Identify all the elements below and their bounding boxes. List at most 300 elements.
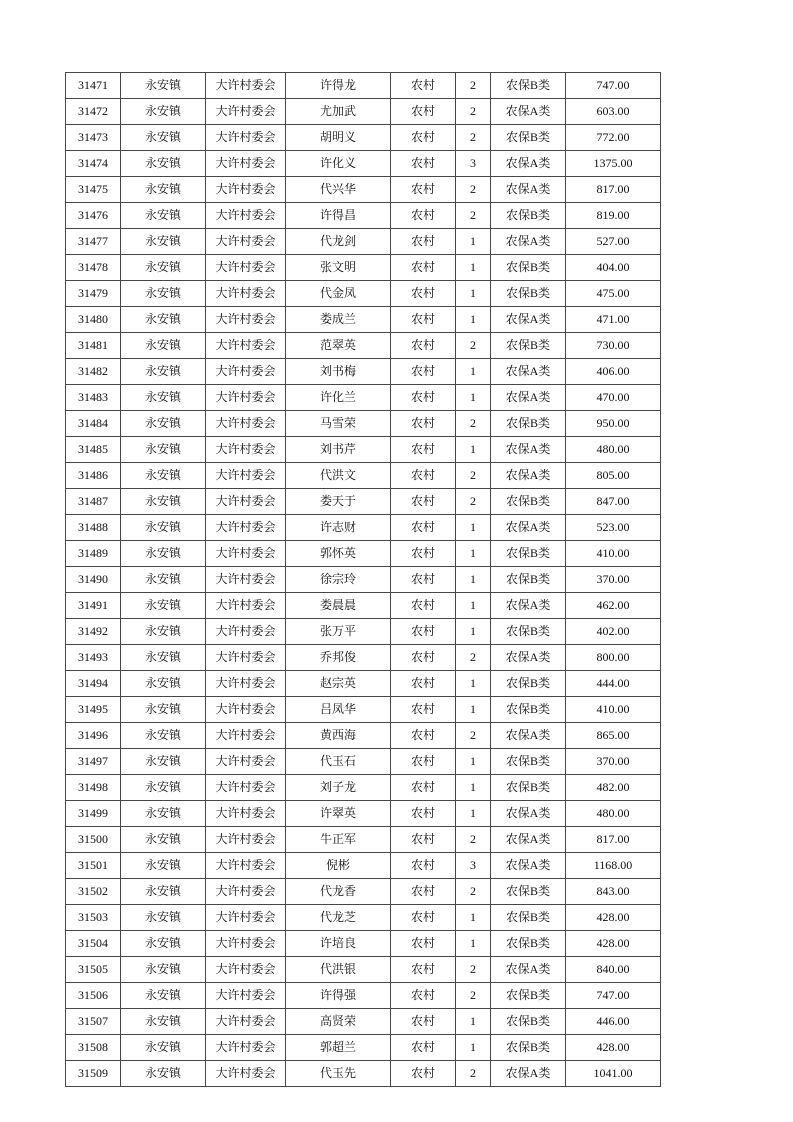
cell-town: 永安镇: [121, 697, 206, 723]
cell-person-name: 代龙香: [286, 879, 391, 905]
cell-record-id: 31495: [66, 697, 121, 723]
cell-record-id: 31498: [66, 775, 121, 801]
cell-person-count: 3: [456, 853, 491, 879]
cell-person-count: 2: [456, 125, 491, 151]
cell-record-id: 31484: [66, 411, 121, 437]
cell-town: 永安镇: [121, 827, 206, 853]
table-row: [66, 801, 661, 827]
cell-amount: 817.00: [566, 177, 661, 203]
cell-record-id: 31471: [66, 73, 121, 99]
cell-village-committee: 大许村委会: [206, 177, 286, 203]
cell-residence-type: 农村: [391, 359, 456, 385]
cell-insurance-class: 农保A类: [491, 463, 566, 489]
cell-village-committee: 大许村委会: [206, 489, 286, 515]
cell-record-id: 31474: [66, 151, 121, 177]
cell-residence-type: 农村: [391, 281, 456, 307]
cell-village-committee: 大许村委会: [206, 957, 286, 983]
cell-record-id: 31502: [66, 879, 121, 905]
cell-insurance-class: 农保A类: [491, 723, 566, 749]
cell-person-name: 赵宗英: [286, 671, 391, 697]
cell-person-count: 3: [456, 151, 491, 177]
cell-residence-type: 农村: [391, 697, 456, 723]
table-row: [66, 489, 661, 515]
table-row: [66, 437, 661, 463]
cell-insurance-class: 农保B类: [491, 931, 566, 957]
cell-amount: 444.00: [566, 671, 661, 697]
cell-residence-type: 农村: [391, 177, 456, 203]
cell-person-name: 许翠英: [286, 801, 391, 827]
cell-person-name: 胡明义: [286, 125, 391, 151]
cell-amount: 406.00: [566, 359, 661, 385]
cell-town: 永安镇: [121, 281, 206, 307]
cell-village-committee: 大许村委会: [206, 151, 286, 177]
table-row: [66, 931, 661, 957]
cell-person-name: 许得昌: [286, 203, 391, 229]
cell-person-name: 娄成兰: [286, 307, 391, 333]
cell-village-committee: 大许村委会: [206, 671, 286, 697]
cell-amount: 843.00: [566, 879, 661, 905]
cell-residence-type: 农村: [391, 541, 456, 567]
cell-town: 永安镇: [121, 541, 206, 567]
cell-town: 永安镇: [121, 411, 206, 437]
cell-village-committee: 大许村委会: [206, 1009, 286, 1035]
cell-person-count: 1: [456, 567, 491, 593]
cell-amount: 470.00: [566, 385, 661, 411]
cell-record-id: 31503: [66, 905, 121, 931]
cell-residence-type: 农村: [391, 931, 456, 957]
cell-person-name: 乔邦俊: [286, 645, 391, 671]
cell-person-name: 代玉石: [286, 749, 391, 775]
table-row: [66, 411, 661, 437]
cell-village-committee: 大许村委会: [206, 359, 286, 385]
cell-insurance-class: 农保B类: [491, 411, 566, 437]
cell-insurance-class: 农保B类: [491, 1035, 566, 1061]
cell-person-count: 1: [456, 905, 491, 931]
cell-person-name: 尤加武: [286, 99, 391, 125]
cell-person-name: 刘子龙: [286, 775, 391, 801]
cell-town: 永安镇: [121, 1009, 206, 1035]
cell-record-id: 31499: [66, 801, 121, 827]
cell-amount: 475.00: [566, 281, 661, 307]
cell-town: 永安镇: [121, 463, 206, 489]
cell-residence-type: 农村: [391, 99, 456, 125]
table-row: [66, 827, 661, 853]
cell-town: 永安镇: [121, 307, 206, 333]
cell-residence-type: 农村: [391, 801, 456, 827]
cell-person-count: 1: [456, 1035, 491, 1061]
cell-amount: 840.00: [566, 957, 661, 983]
cell-village-committee: 大许村委会: [206, 593, 286, 619]
cell-insurance-class: 农保B类: [491, 697, 566, 723]
cell-residence-type: 农村: [391, 957, 456, 983]
table-row: [66, 619, 661, 645]
cell-amount: 370.00: [566, 567, 661, 593]
table-row: [66, 541, 661, 567]
cell-record-id: 31504: [66, 931, 121, 957]
cell-person-name: 娄天于: [286, 489, 391, 515]
cell-amount: 523.00: [566, 515, 661, 541]
cell-amount: 402.00: [566, 619, 661, 645]
table-row: [66, 333, 661, 359]
cell-person-name: 倪彬: [286, 853, 391, 879]
cell-village-committee: 大许村委会: [206, 567, 286, 593]
cell-record-id: 31472: [66, 99, 121, 125]
cell-residence-type: 农村: [391, 1035, 456, 1061]
cell-person-count: 2: [456, 99, 491, 125]
table-row: [66, 385, 661, 411]
cell-insurance-class: 农保A类: [491, 437, 566, 463]
cell-insurance-class: 农保A类: [491, 151, 566, 177]
table-row: [66, 749, 661, 775]
cell-village-committee: 大许村委会: [206, 827, 286, 853]
cell-person-count: 1: [456, 593, 491, 619]
cell-residence-type: 农村: [391, 593, 456, 619]
cell-town: 永安镇: [121, 489, 206, 515]
cell-person-name: 代洪文: [286, 463, 391, 489]
cell-person-count: 1: [456, 801, 491, 827]
cell-person-name: 高贤荣: [286, 1009, 391, 1035]
cell-insurance-class: 农保A类: [491, 229, 566, 255]
cell-village-committee: 大许村委会: [206, 73, 286, 99]
table-row: [66, 1035, 661, 1061]
table-row: [66, 203, 661, 229]
cell-amount: 428.00: [566, 931, 661, 957]
cell-person-count: 2: [456, 983, 491, 1009]
cell-town: 永安镇: [121, 905, 206, 931]
cell-village-committee: 大许村委会: [206, 801, 286, 827]
cell-amount: 410.00: [566, 697, 661, 723]
cell-residence-type: 农村: [391, 567, 456, 593]
cell-record-id: 31509: [66, 1061, 121, 1087]
table-row: [66, 853, 661, 879]
cell-village-committee: 大许村委会: [206, 645, 286, 671]
cell-person-name: 徐宗玲: [286, 567, 391, 593]
cell-village-committee: 大许村委会: [206, 541, 286, 567]
cell-person-name: 马雪荣: [286, 411, 391, 437]
table-row: [66, 671, 661, 697]
cell-insurance-class: 农保A类: [491, 1061, 566, 1087]
cell-town: 永安镇: [121, 151, 206, 177]
table-row: [66, 151, 661, 177]
table-row: [66, 957, 661, 983]
cell-person-count: 2: [456, 411, 491, 437]
cell-record-id: 31476: [66, 203, 121, 229]
cell-residence-type: 农村: [391, 385, 456, 411]
cell-town: 永安镇: [121, 333, 206, 359]
cell-person-count: 1: [456, 359, 491, 385]
cell-person-name: 郭怀英: [286, 541, 391, 567]
table-row: [66, 593, 661, 619]
cell-residence-type: 农村: [391, 983, 456, 1009]
cell-residence-type: 农村: [391, 73, 456, 99]
cell-amount: 805.00: [566, 463, 661, 489]
table-row: [66, 229, 661, 255]
cell-residence-type: 农村: [391, 229, 456, 255]
cell-amount: 950.00: [566, 411, 661, 437]
table-row: [66, 307, 661, 333]
cell-record-id: 31479: [66, 281, 121, 307]
table-row: [66, 281, 661, 307]
cell-person-count: 1: [456, 775, 491, 801]
cell-insurance-class: 农保B类: [491, 125, 566, 151]
table-row: [66, 723, 661, 749]
cell-village-committee: 大许村委会: [206, 99, 286, 125]
cell-insurance-class: 农保B类: [491, 541, 566, 567]
cell-person-count: 1: [456, 697, 491, 723]
cell-insurance-class: 农保A类: [491, 957, 566, 983]
cell-residence-type: 农村: [391, 671, 456, 697]
cell-town: 永安镇: [121, 515, 206, 541]
cell-person-count: 1: [456, 307, 491, 333]
cell-village-committee: 大许村委会: [206, 931, 286, 957]
table-row: [66, 177, 661, 203]
cell-person-count: 2: [456, 463, 491, 489]
cell-record-id: 31481: [66, 333, 121, 359]
cell-residence-type: 农村: [391, 905, 456, 931]
cell-residence-type: 农村: [391, 1061, 456, 1087]
cell-person-count: 2: [456, 957, 491, 983]
table-body: [66, 73, 661, 1087]
table-row: [66, 645, 661, 671]
cell-amount: 747.00: [566, 73, 661, 99]
cell-residence-type: 农村: [391, 489, 456, 515]
cell-amount: 527.00: [566, 229, 661, 255]
cell-insurance-class: 农保B类: [491, 983, 566, 1009]
table-row: [66, 73, 661, 99]
cell-insurance-class: 农保B类: [491, 775, 566, 801]
cell-insurance-class: 农保A类: [491, 645, 566, 671]
cell-record-id: 31497: [66, 749, 121, 775]
cell-person-count: 1: [456, 671, 491, 697]
table-row: [66, 359, 661, 385]
table-row: [66, 515, 661, 541]
cell-residence-type: 农村: [391, 515, 456, 541]
cell-amount: 404.00: [566, 255, 661, 281]
cell-village-committee: 大许村委会: [206, 125, 286, 151]
cell-insurance-class: 农保A类: [491, 827, 566, 853]
cell-village-committee: 大许村委会: [206, 723, 286, 749]
cell-person-name: 许化兰: [286, 385, 391, 411]
cell-record-id: 31496: [66, 723, 121, 749]
cell-village-committee: 大许村委会: [206, 203, 286, 229]
cell-person-name: 代龙芝: [286, 905, 391, 931]
cell-insurance-class: 农保B类: [491, 333, 566, 359]
cell-town: 永安镇: [121, 203, 206, 229]
cell-insurance-class: 农保B类: [491, 73, 566, 99]
cell-insurance-class: 农保A类: [491, 801, 566, 827]
cell-town: 永安镇: [121, 879, 206, 905]
cell-residence-type: 农村: [391, 151, 456, 177]
cell-residence-type: 农村: [391, 463, 456, 489]
cell-person-count: 1: [456, 619, 491, 645]
cell-town: 永安镇: [121, 723, 206, 749]
cell-person-count: 1: [456, 541, 491, 567]
cell-village-committee: 大许村委会: [206, 411, 286, 437]
cell-person-count: 2: [456, 723, 491, 749]
cell-record-id: 31493: [66, 645, 121, 671]
cell-town: 永安镇: [121, 567, 206, 593]
cell-village-committee: 大许村委会: [206, 879, 286, 905]
cell-amount: 428.00: [566, 1035, 661, 1061]
cell-insurance-class: 农保B类: [491, 671, 566, 697]
table-row: [66, 879, 661, 905]
cell-insurance-class: 农保B类: [491, 749, 566, 775]
cell-person-name: 许化义: [286, 151, 391, 177]
cell-amount: 410.00: [566, 541, 661, 567]
cell-person-name: 范翠英: [286, 333, 391, 359]
table-row: [66, 1061, 661, 1087]
table-row: [66, 905, 661, 931]
cell-amount: 480.00: [566, 437, 661, 463]
cell-village-committee: 大许村委会: [206, 437, 286, 463]
cell-person-count: 2: [456, 177, 491, 203]
cell-town: 永安镇: [121, 593, 206, 619]
cell-record-id: 31480: [66, 307, 121, 333]
cell-village-committee: 大许村委会: [206, 515, 286, 541]
cell-person-count: 2: [456, 203, 491, 229]
cell-person-name: 郭超兰: [286, 1035, 391, 1061]
cell-person-count: 1: [456, 931, 491, 957]
cell-amount: 428.00: [566, 905, 661, 931]
cell-insurance-class: 农保A类: [491, 853, 566, 879]
cell-amount: 471.00: [566, 307, 661, 333]
table-row: [66, 255, 661, 281]
cell-insurance-class: 农保A类: [491, 359, 566, 385]
cell-amount: 482.00: [566, 775, 661, 801]
cell-town: 永安镇: [121, 645, 206, 671]
table-row: [66, 99, 661, 125]
table-row: [66, 463, 661, 489]
cell-insurance-class: 农保A类: [491, 385, 566, 411]
cell-record-id: 31490: [66, 567, 121, 593]
cell-person-name: 张万平: [286, 619, 391, 645]
table-row: [66, 125, 661, 151]
cell-person-name: 吕凤华: [286, 697, 391, 723]
cell-amount: 747.00: [566, 983, 661, 1009]
cell-village-committee: 大许村委会: [206, 333, 286, 359]
cell-person-count: 1: [456, 229, 491, 255]
cell-village-committee: 大许村委会: [206, 775, 286, 801]
cell-residence-type: 农村: [391, 775, 456, 801]
cell-village-committee: 大许村委会: [206, 905, 286, 931]
cell-record-id: 31492: [66, 619, 121, 645]
cell-town: 永安镇: [121, 801, 206, 827]
cell-record-id: 31501: [66, 853, 121, 879]
cell-insurance-class: 农保B类: [491, 619, 566, 645]
cell-residence-type: 农村: [391, 307, 456, 333]
cell-residence-type: 农村: [391, 879, 456, 905]
cell-town: 永安镇: [121, 957, 206, 983]
cell-residence-type: 农村: [391, 853, 456, 879]
cell-amount: 847.00: [566, 489, 661, 515]
cell-person-name: 许得龙: [286, 73, 391, 99]
cell-insurance-class: 农保B类: [491, 489, 566, 515]
cell-record-id: 31478: [66, 255, 121, 281]
cell-person-count: 1: [456, 1009, 491, 1035]
cell-town: 永安镇: [121, 1035, 206, 1061]
cell-amount: 462.00: [566, 593, 661, 619]
table-row: [66, 567, 661, 593]
cell-insurance-class: 农保B类: [491, 879, 566, 905]
cell-insurance-class: 农保B类: [491, 1009, 566, 1035]
cell-record-id: 31507: [66, 1009, 121, 1035]
cell-person-name: 许志财: [286, 515, 391, 541]
cell-person-count: 2: [456, 73, 491, 99]
cell-residence-type: 农村: [391, 645, 456, 671]
table-row: [66, 983, 661, 1009]
cell-town: 永安镇: [121, 229, 206, 255]
cell-residence-type: 农村: [391, 749, 456, 775]
cell-village-committee: 大许村委会: [206, 619, 286, 645]
cell-record-id: 31482: [66, 359, 121, 385]
cell-person-name: 代龙剑: [286, 229, 391, 255]
cell-person-name: 张文明: [286, 255, 391, 281]
cell-amount: 446.00: [566, 1009, 661, 1035]
cell-record-id: 31485: [66, 437, 121, 463]
cell-record-id: 31475: [66, 177, 121, 203]
cell-residence-type: 农村: [391, 619, 456, 645]
cell-village-committee: 大许村委会: [206, 749, 286, 775]
cell-amount: 1375.00: [566, 151, 661, 177]
cell-amount: 1168.00: [566, 853, 661, 879]
cell-person-name: 代玉先: [286, 1061, 391, 1087]
cell-record-id: 31488: [66, 515, 121, 541]
benefits-table: [65, 72, 661, 1087]
cell-record-id: 31491: [66, 593, 121, 619]
cell-person-name: 刘书芹: [286, 437, 391, 463]
cell-town: 永安镇: [121, 775, 206, 801]
cell-person-count: 2: [456, 333, 491, 359]
cell-town: 永安镇: [121, 619, 206, 645]
cell-person-name: 代洪银: [286, 957, 391, 983]
cell-person-name: 代金凤: [286, 281, 391, 307]
cell-amount: 730.00: [566, 333, 661, 359]
cell-insurance-class: 农保B类: [491, 905, 566, 931]
cell-person-count: 2: [456, 879, 491, 905]
cell-insurance-class: 农保B类: [491, 567, 566, 593]
cell-village-committee: 大许村委会: [206, 1061, 286, 1087]
table-row: [66, 775, 661, 801]
cell-person-count: 1: [456, 515, 491, 541]
cell-insurance-class: 农保A类: [491, 593, 566, 619]
cell-village-committee: 大许村委会: [206, 463, 286, 489]
cell-person-name: 许得强: [286, 983, 391, 1009]
cell-residence-type: 农村: [391, 203, 456, 229]
cell-town: 永安镇: [121, 125, 206, 151]
cell-town: 永安镇: [121, 73, 206, 99]
cell-person-name: 刘书梅: [286, 359, 391, 385]
table-row: [66, 697, 661, 723]
cell-insurance-class: 农保A类: [491, 307, 566, 333]
cell-village-committee: 大许村委会: [206, 229, 286, 255]
cell-amount: 817.00: [566, 827, 661, 853]
cell-residence-type: 农村: [391, 437, 456, 463]
cell-record-id: 31505: [66, 957, 121, 983]
cell-residence-type: 农村: [391, 1009, 456, 1035]
cell-amount: 865.00: [566, 723, 661, 749]
cell-town: 永安镇: [121, 983, 206, 1009]
cell-person-count: 1: [456, 437, 491, 463]
cell-residence-type: 农村: [391, 827, 456, 853]
cell-residence-type: 农村: [391, 255, 456, 281]
cell-village-committee: 大许村委会: [206, 307, 286, 333]
cell-record-id: 31506: [66, 983, 121, 1009]
cell-person-name: 代兴华: [286, 177, 391, 203]
cell-amount: 800.00: [566, 645, 661, 671]
cell-town: 永安镇: [121, 385, 206, 411]
cell-village-committee: 大许村委会: [206, 1035, 286, 1061]
cell-town: 永安镇: [121, 1061, 206, 1087]
